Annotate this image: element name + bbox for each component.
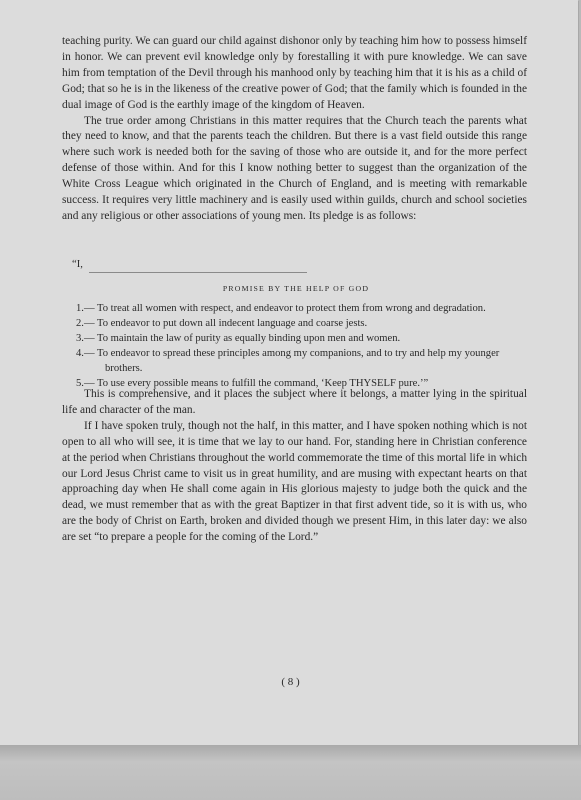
paragraph-3: This is comprehensive, and it places the subject where it belongs, a matter lying in the spiritual life and character of the man. [62,388,527,416]
body-text-bottom [62,387,527,546]
pledge-item-3: 3.— To maintain the law of purity as equally binding upon men and women. [76,333,401,345]
signature-line [89,264,307,273]
pledge-item-4: 4.— To endeavor to spread these principles among my companions, and to try and help my younger brothers. [76,348,500,375]
pledge-item-5: 5.— To use every possible means to fulfill the command, ‘Keep THYSELF pure.’” [76,378,429,390]
pledge-item-1: 1.— To treat all women with respect, and endeavor to protect them from wrong and degradation. [76,303,486,315]
pledge-opening [72,258,516,273]
paragraph-2: The true order among Christians in this matter requires that the Church teach the parents what they need to know, and that the parents teach the children. But there is a vast field outside this range where such work is needed both for the saving of those who are outside it, and for the more perfect defense of those within. And for this I know nothing better to suggest than the organization of the White Cross League which originated in the Church of England, and is meeting with remarkable success. It requires very little machinery and is easily used within guilds, church and school societies and any religious or other associations of young men. Its pledge is as follows: [62,114,527,222]
paragraph-1: teaching purity. We can guard our child against dishonor only by teaching him how to possess himself in honor. We can prevent evil knowledge only by forestalling it with pure knowledge. We can save him from temptation of the Devil through his manhood only by teaching him that it is his as a child of God; that so he is in the likeness of the creative power of God; that the family which is founded in the dual image of God is the earthly image of the kingdom of Heaven. [62,35,527,111]
pledge-item-2: 2.— To endeavor to put down all indecent language and coarse jests. [76,318,368,330]
scan-background [0,745,581,800]
pledge-heading: PROMISE BY THE HELP OF GOD [222,283,370,293]
paragraph-4: If I have spoken truly, though not the half, in this matter, and I have spoken nothing which is not open to all who will see, it is time that we lay to our hand. For, standing here in Christian conference at the period when Christians throughout the world commemorate the time of this mortal life in which our Lord Jesus Christ came to visit us in great humility, and are musing with expectant hearts on that approaching day when He shall come again in His glorious majesty to judge both the quick and the dead, we must remember that as with the great Baptizer in that first advent tide, so it is with us, who are the body of Christ on Earth, broken and divided though we present Him, in this later day: we also are set “to prepare a people for the coming of the Lord.” [62,419,528,544]
pledge-opening-text: “I, [72,259,83,270]
page-number: ( 8 ) [281,676,300,688]
pledge-block [72,258,516,392]
body-text-top [62,34,527,225]
